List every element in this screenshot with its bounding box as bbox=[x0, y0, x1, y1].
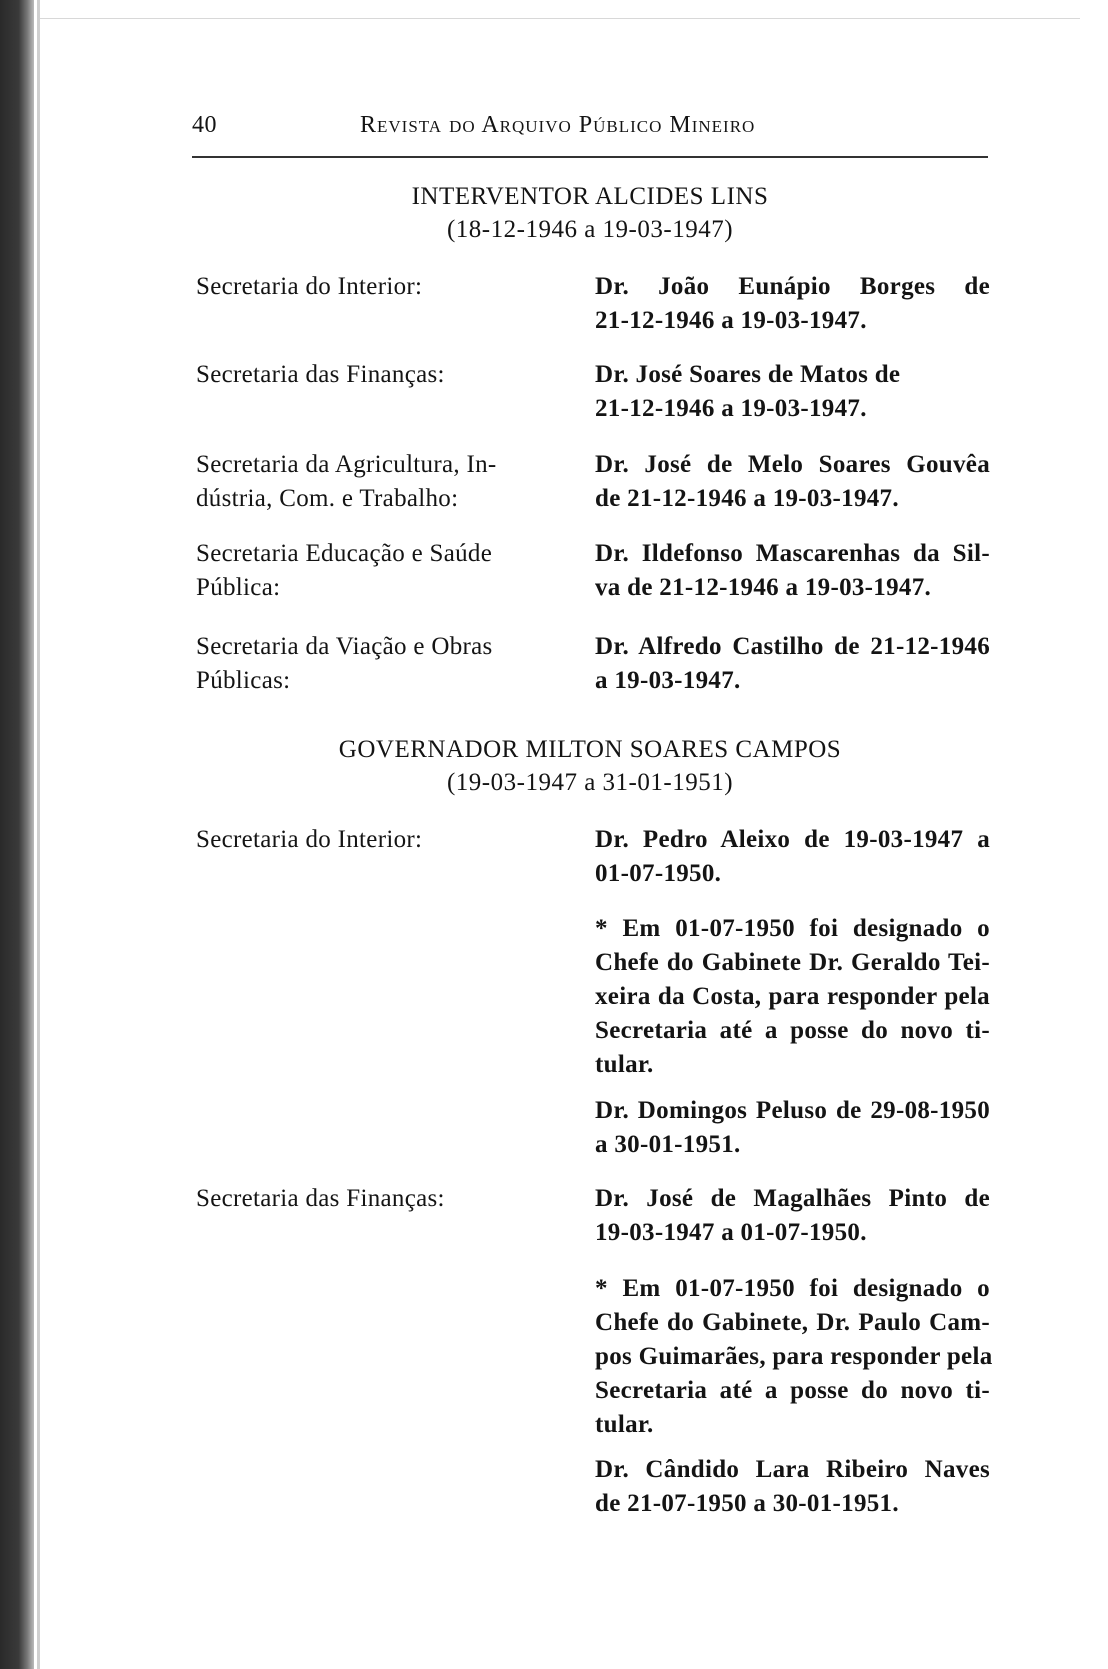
section1-row4-entry: Dr. Ildefonso Mascarenhas da Sil- va de 21-12-1946 a 19-03-1947. bbox=[595, 540, 990, 601]
section1-row3-entry: Dr. José de Melo Soares Gouvêa de 21-12-1946 a 19-03-1947. bbox=[595, 451, 990, 512]
section1-row3-label: Secretaria da Agricultura, In- dústria, Com. e Trabalho: bbox=[196, 451, 497, 512]
section1-row1-label: Secretaria do Interior: bbox=[196, 273, 423, 300]
header-rule bbox=[192, 156, 988, 158]
section2-interior-note: * Em 01-07-1950 foi designado o Chefe do Gabinete Dr. Geraldo Tei- xeira da Costa, para responder pela Secretaria até a posse do novo ti- tular. bbox=[595, 915, 990, 1078]
section1-row5-label: Secretaria da Viação e Obras Públicas: bbox=[196, 633, 493, 694]
section1-row2-entry: Dr. José Soares de Matos de 21-12-1946 a 19-03-1947. bbox=[595, 361, 901, 422]
section2-financas-label: Secretaria das Finanças: bbox=[196, 1185, 445, 1212]
section1-row2-label: Secretaria das Finanças: bbox=[196, 361, 445, 388]
running-title: Revista do Arquivo Público Mineiro bbox=[360, 112, 756, 138]
book-binding-edge bbox=[0, 0, 34, 1669]
section1-title: INTERVENTOR ALCIDES LINS bbox=[411, 183, 769, 210]
binding-shadow-line bbox=[37, 0, 40, 1669]
section2-interior-entry2: Dr. Domingos Peluso de 29-08-1950 a 30-01-1951. bbox=[595, 1097, 990, 1158]
section2-financas-entry1: Dr. José de Magalhães Pinto de 19-03-1947 a 01-07-1950. bbox=[595, 1185, 990, 1246]
section2-interior-label: Secretaria do Interior: bbox=[196, 826, 423, 853]
section1-period: (18-12-1946 a 19-03-1947) bbox=[446, 216, 734, 243]
page-number: 40 bbox=[192, 112, 217, 138]
section1-row1-entry: Dr. João Eunápio Borges de 21-12-1946 a 19-03-1947. bbox=[595, 273, 990, 334]
section2-period: (19-03-1947 a 31-01-1951) bbox=[446, 769, 734, 796]
section2-financas-entry2: Dr. Cândido Lara Ribeiro Naves de 21-07-1950 a 30-01-1951. bbox=[595, 1456, 990, 1517]
section2-financas-note: * Em 01-07-1950 foi designado o Chefe do Gabinete, Dr. Paulo Cam- pos Guimarães, para responder pela Secretaria até a posse do novo ti- tular. bbox=[595, 1275, 993, 1438]
section2-interior-entry1: Dr. Pedro Aleixo de 19-03-1947 a 01-07-1950. bbox=[595, 826, 990, 887]
section1-row4-label: Secretaria Educação e Saúde Pública: bbox=[196, 540, 493, 601]
section2-title: GOVERNADOR MILTON SOARES CAMPOS bbox=[338, 736, 842, 763]
section1-row5-entry: Dr. Alfredo Castilho de 21-12-1946 a 19-03-1947. bbox=[595, 633, 990, 694]
page-top-edge bbox=[40, 18, 1080, 19]
